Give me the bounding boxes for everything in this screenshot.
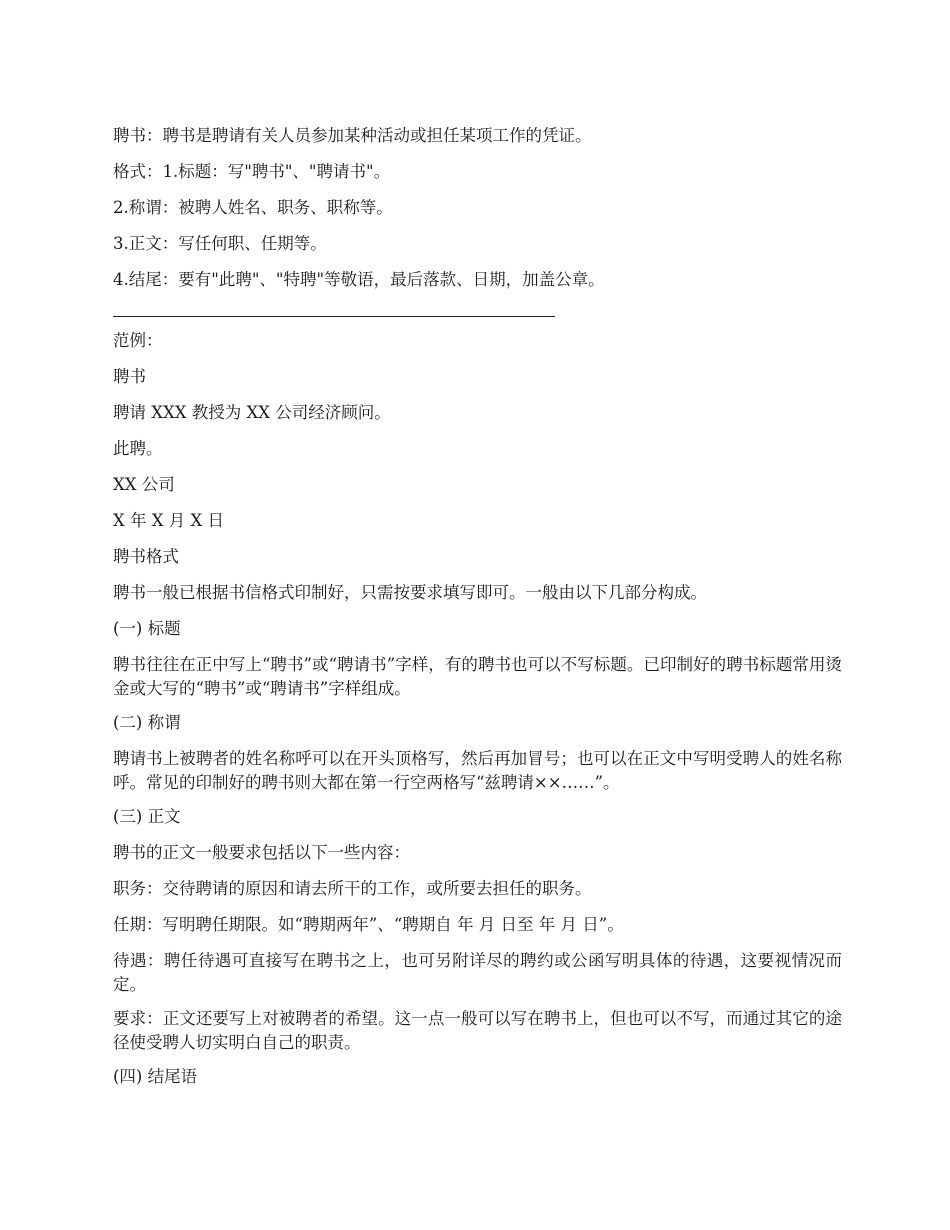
example-title: 聘书 bbox=[113, 367, 146, 386]
example-heading: 范例： bbox=[113, 331, 163, 350]
example-body: 聘请 XXX 教授为 XX 公司经济顾问。 bbox=[113, 403, 391, 422]
format-title-item: 格式：1.标题：写"聘书"、"聘请书"。 bbox=[113, 162, 391, 181]
example-date: X 年 X 月 X 日 bbox=[113, 511, 224, 530]
format-salutation-item: 2.称谓：被聘人姓名、职务、职称等。 bbox=[113, 198, 393, 217]
section-ending-heading: (四) 结尾语 bbox=[113, 1067, 198, 1086]
guide-title: 聘书格式 bbox=[113, 547, 179, 566]
section-title-heading: (一) 标题 bbox=[113, 619, 181, 638]
horizontal-divider bbox=[113, 316, 555, 317]
section-title-text: 聘书往往在正中写上“聘书”或“聘请书”字样，有的聘书也可以不写标题。已印制好的聘书标题常用烫金或大写的“聘书”或“聘请书”字样组成。 bbox=[113, 655, 842, 698]
body-requirement-item: 要求：正文还要写上对被聘者的希望。这一点一般可以写在聘书上，但也可以不写，而通过其它的途径使受聘人切实明白自己的职责。 bbox=[113, 1009, 842, 1052]
body-duty-item: 职务：交待聘请的原因和请去所干的工作，或所要去担任的职务。 bbox=[113, 879, 592, 898]
body-term-item: 任期：写明聘任期限。如“聘期两年”、“聘期自 年 月 日至 年 月 日”。 bbox=[113, 915, 624, 934]
example-closing: 此聘。 bbox=[113, 439, 163, 458]
section-salutation-heading: (二) 称谓 bbox=[113, 713, 181, 732]
guide-overview: 聘书一般已根据书信格式印制好，只需按要求填写即可。一般由以下几部分构成。 bbox=[113, 583, 707, 602]
format-ending-item: 4.结尾：要有"此聘"、"特聘"等敬语，最后落款、日期，加盖公章。 bbox=[113, 270, 605, 289]
example-signature: XX 公司 bbox=[113, 475, 175, 494]
section-salutation-text: 聘请书上被聘者的姓名称呼可以在开头顶格写，然后再加冒号；也可以在正文中写明受聘人的姓名称呼。常见的印制好的聘书则大都在第一行空两格写“兹聘请××……”。 bbox=[113, 749, 842, 792]
section-body-intro: 聘书的正文一般要求包括以下一些内容： bbox=[113, 843, 410, 862]
definition-paragraph: 聘书：聘书是聘请有关人员参加某种活动或担任某项工作的凭证。 bbox=[113, 126, 592, 145]
format-body-item: 3.正文：写任何职、任期等。 bbox=[113, 234, 327, 253]
body-treatment-item: 待遇：聘任待遇可直接写在聘书之上，也可另附详尽的聘约或公函写明具体的待遇，这要视情况而定。 bbox=[113, 951, 842, 994]
section-body-heading: (三) 正文 bbox=[113, 807, 181, 826]
